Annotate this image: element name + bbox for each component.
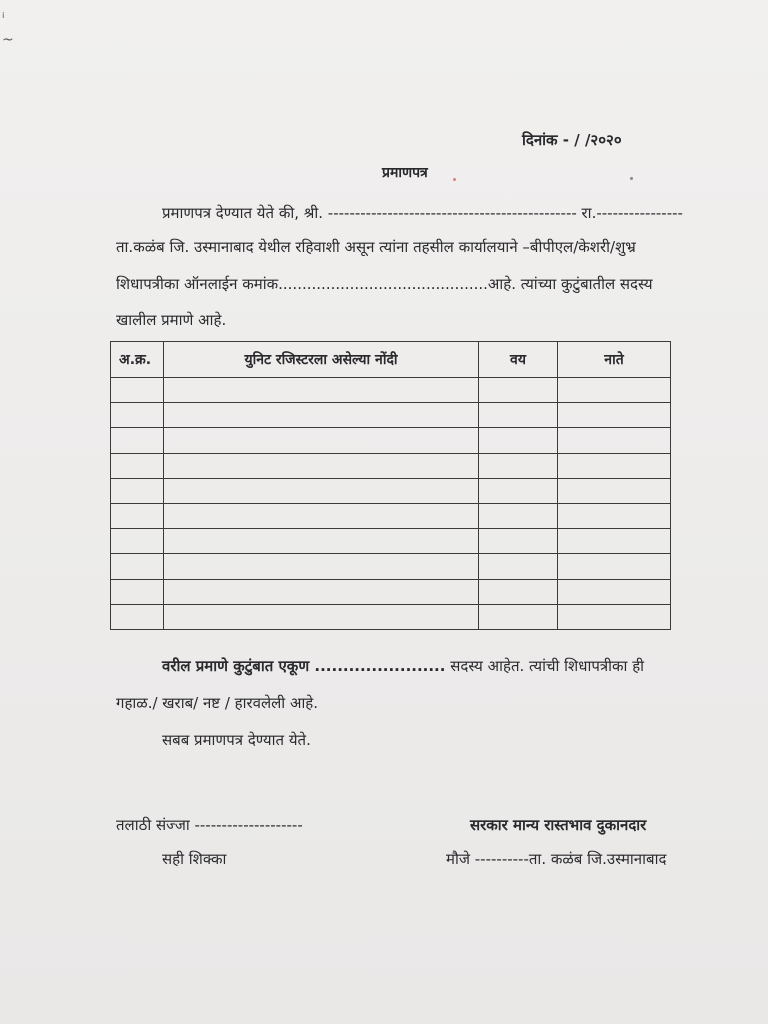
summary-line: गहाळ./ खराब/ नष्ट / हारवलेली आहे. xyxy=(116,694,319,712)
table-cell[interactable] xyxy=(111,478,164,503)
table-cell[interactable] xyxy=(558,378,671,403)
table-cell[interactable] xyxy=(479,403,558,428)
shop-owner-label: सरकार मान्य रास्तभाव दुकानदार xyxy=(470,816,647,834)
summary-member-count: वरील प्रमाणे कुटुंबात एकूण ....................... xyxy=(162,657,446,675)
village-address-label: मौजे ----------ता. कळंब जि.उस्मानाबाद xyxy=(446,850,667,868)
table-cell[interactable] xyxy=(111,554,164,579)
summary-line-rest: सदस्य आहेत. त्यांची शिधापत्रीका ही xyxy=(445,657,645,675)
table-cell[interactable] xyxy=(164,579,479,604)
table-cell[interactable] xyxy=(558,428,671,453)
page-title: प्रमाणपत्र xyxy=(382,165,428,181)
table-row xyxy=(111,403,671,428)
table-cell[interactable] xyxy=(479,478,558,503)
table-cell[interactable] xyxy=(164,428,479,453)
table-cell[interactable] xyxy=(111,378,164,403)
table-cell[interactable] xyxy=(164,604,479,629)
paragraph-line: शिधापत्रीका ऑनलाईन कमांक............................................आहे. त्यांच्या कुटुंबातील सदस्य xyxy=(116,275,653,293)
table-row xyxy=(111,579,671,604)
table-cell[interactable] xyxy=(111,529,164,554)
table-cell[interactable] xyxy=(479,428,558,453)
table-cell[interactable] xyxy=(479,529,558,554)
paragraph-line: प्रमाणपत्र देण्यात येते की, श्री. ---------------------------------------------- रा.---------------- xyxy=(162,204,683,222)
table-header-row xyxy=(111,342,671,378)
table-cell[interactable] xyxy=(479,378,558,403)
date-line: दिनांक - / /२०२० xyxy=(522,131,622,149)
table-cell[interactable] xyxy=(558,403,671,428)
stamp-label: सही शिक्का xyxy=(162,850,227,868)
table-cell[interactable] xyxy=(558,554,671,579)
table-cell[interactable] xyxy=(164,503,479,528)
column-header-unit-register-entries: युनिट रजिस्टरला असेल्या नोंदी xyxy=(164,342,479,378)
table-row xyxy=(111,478,671,503)
family-members-table xyxy=(110,341,671,630)
column-header-serial: अ.क्र. xyxy=(111,342,164,378)
paragraph-line: खालील प्रमाणे आहे. xyxy=(116,311,227,329)
ink-speck xyxy=(630,177,633,180)
table-cell[interactable] xyxy=(111,428,164,453)
table-cell[interactable] xyxy=(111,453,164,478)
summary-line: सबब प्रमाणपत्र देण्यात येते. xyxy=(162,731,311,749)
table-cell[interactable] xyxy=(558,604,671,629)
table-cell[interactable] xyxy=(558,478,671,503)
table-cell[interactable] xyxy=(111,579,164,604)
table-cell[interactable] xyxy=(164,478,479,503)
table-cell[interactable] xyxy=(479,604,558,629)
margin-mark: ~ xyxy=(2,32,14,48)
table-cell[interactable] xyxy=(479,503,558,528)
table-cell[interactable] xyxy=(111,604,164,629)
table-cell[interactable] xyxy=(558,503,671,528)
table-row xyxy=(111,604,671,629)
table-cell[interactable] xyxy=(558,579,671,604)
table-row xyxy=(111,428,671,453)
table-row xyxy=(111,378,671,403)
table-row xyxy=(111,529,671,554)
ink-speck xyxy=(453,178,456,181)
table-cell[interactable] xyxy=(558,529,671,554)
table-cell[interactable] xyxy=(111,403,164,428)
margin-mark: ᵢ xyxy=(2,6,5,22)
talathi-signature-label: तलाठी संज्जा -------------------- xyxy=(116,816,303,834)
table-cell[interactable] xyxy=(479,554,558,579)
table-cell[interactable] xyxy=(164,554,479,579)
paragraph-line: ता.कळंब जि. उस्मानाबाद येथील रहिवाशी असून त्यांना तहसील कार्यालयाने –बीपीएल/केशरी/शुभ्र xyxy=(116,238,636,256)
table-row xyxy=(111,554,671,579)
column-header-age: वय xyxy=(479,342,558,378)
table-cell[interactable] xyxy=(164,529,479,554)
table-cell[interactable] xyxy=(164,453,479,478)
summary-line xyxy=(162,656,644,676)
column-header-relation: नाते xyxy=(558,342,671,378)
table-cell[interactable] xyxy=(479,453,558,478)
table-cell[interactable] xyxy=(164,378,479,403)
table-cell[interactable] xyxy=(479,579,558,604)
table-cell[interactable] xyxy=(558,453,671,478)
table-cell[interactable] xyxy=(164,403,479,428)
table-row xyxy=(111,503,671,528)
table-cell[interactable] xyxy=(111,503,164,528)
table-row xyxy=(111,453,671,478)
